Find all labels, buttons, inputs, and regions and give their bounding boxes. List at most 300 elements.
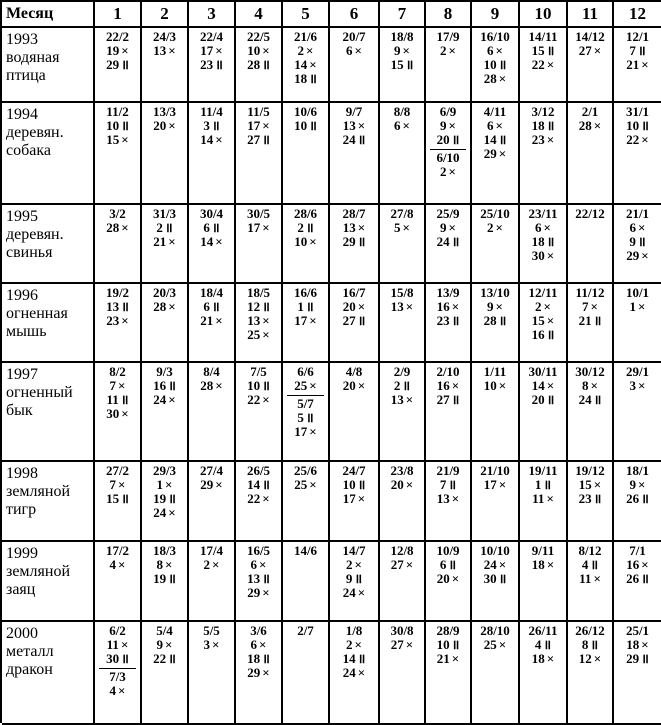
day-entry (568, 652, 612, 666)
day-entry (142, 235, 187, 249)
day-entry (614, 249, 661, 263)
cell-entries (142, 542, 187, 586)
cell-entries (95, 103, 140, 147)
cell-entries (426, 462, 470, 506)
double-bar-mark: ॥ (121, 491, 129, 506)
day-entry (426, 44, 470, 58)
day-entry (426, 379, 470, 393)
entry-value: 3 (629, 378, 637, 393)
month-cell (189, 284, 236, 363)
entry-value: 16 (153, 378, 167, 393)
date-entry (283, 544, 328, 558)
entry-value: 6 (535, 220, 542, 235)
date-entry (189, 207, 234, 221)
date-entry (472, 105, 518, 119)
month-cell (283, 462, 330, 542)
date-entry (472, 464, 518, 478)
entry-value: 25/1 (625, 623, 650, 638)
entry-value: 8 (582, 378, 589, 393)
day-entry (520, 478, 566, 492)
entry-value: 17 (294, 424, 308, 439)
day-entry (330, 586, 378, 600)
month-cell (426, 622, 472, 725)
month-header: 7 (380, 2, 426, 28)
double-bar-mark: ॥ (262, 477, 270, 492)
day-entry (426, 300, 470, 314)
month-cell (95, 622, 142, 725)
double-bar-mark: ॥ (168, 491, 176, 506)
entry-value: 20 (390, 477, 404, 492)
date-entry (426, 544, 470, 558)
day-entry (236, 328, 281, 342)
cross-mark: × (641, 132, 649, 147)
month-header: 1 (95, 2, 142, 28)
entry-value: 9 (394, 43, 401, 58)
day-entry (330, 235, 378, 249)
entry-value: 21 (153, 234, 167, 249)
day-entry (472, 119, 518, 133)
entry-value: 14 (200, 132, 214, 147)
entry-value: 12 (578, 651, 592, 666)
day-entry (614, 133, 661, 147)
cross-mark: × (498, 557, 507, 572)
month-cell (614, 542, 661, 622)
entry-value: 10 (483, 378, 497, 393)
entry-value: 10 (294, 234, 308, 249)
entry-value: 4 (581, 557, 589, 572)
date-entry (380, 464, 424, 478)
day-entry (614, 235, 661, 249)
cell-entries (189, 542, 234, 572)
double-bar-mark: ॥ (637, 43, 646, 58)
cross-mark: × (593, 651, 602, 666)
cross-mark: × (451, 651, 460, 666)
entry-value: 25 (294, 477, 308, 492)
entry-value: 15 (531, 43, 545, 58)
month-cell (236, 284, 283, 363)
entry-value: 6 (250, 637, 258, 652)
entry-value: 22/2 (105, 29, 130, 44)
double-bar-mark: ॥ (546, 392, 555, 407)
date-entry (95, 624, 140, 638)
date-entry (426, 105, 470, 119)
date-entry (236, 365, 281, 379)
date-entry (142, 207, 187, 221)
date-entry (426, 30, 470, 44)
entry-value: 9 (487, 299, 494, 314)
day-entry (520, 235, 566, 249)
day-entry (283, 44, 328, 58)
day-entry (95, 684, 140, 698)
cross-mark: × (120, 637, 129, 652)
cross-mark: × (448, 220, 456, 235)
entry-value: 26/11 (528, 623, 558, 638)
month-header: 3 (189, 2, 236, 28)
day-entry (568, 300, 612, 314)
entry-value: 20 (153, 118, 167, 133)
day-entry (95, 478, 140, 492)
cross-mark: × (546, 248, 555, 263)
cell-entries (568, 284, 612, 328)
entry-value: 25/10 (480, 206, 510, 221)
cross-mark: × (212, 637, 220, 652)
entry-value: 23 (436, 313, 450, 328)
date-entry (568, 30, 612, 44)
entry-value: 16/6 (293, 285, 318, 300)
day-entry (614, 119, 661, 133)
day-entry (520, 558, 566, 572)
day-entry (189, 478, 234, 492)
date-entry (189, 30, 234, 44)
day-entry (426, 165, 470, 179)
cross-mark: × (405, 477, 414, 492)
cell-entries (568, 622, 612, 666)
cross-mark: × (118, 477, 126, 492)
entry-value: 21 (436, 651, 450, 666)
cell-entries (330, 28, 378, 58)
entry-value: 28 (483, 313, 497, 328)
entry-value: 18 (531, 651, 545, 666)
date-entry (330, 286, 378, 300)
cell-entries (614, 363, 661, 393)
double-bar-mark: ॥ (543, 637, 552, 652)
entry-value: 17 (342, 491, 356, 506)
entry-value: 23 (200, 57, 214, 72)
month-cell (283, 542, 330, 622)
month-cell (95, 542, 142, 622)
month-cell (95, 103, 142, 205)
date-entry (568, 624, 612, 638)
cell-entries (330, 622, 378, 680)
month-cell (189, 363, 236, 462)
entry-value: 10 (436, 637, 450, 652)
cross-mark: × (168, 118, 176, 133)
entry-value: 9/11 (531, 543, 555, 558)
cross-mark: × (309, 424, 317, 439)
entry-value: 17 (294, 313, 308, 328)
cross-mark: × (121, 406, 129, 421)
month-cell (472, 205, 520, 284)
double-bar-mark: ॥ (641, 118, 649, 133)
month-cell (142, 542, 189, 622)
entry-value: 15 (106, 132, 120, 147)
cell-entries (426, 363, 470, 407)
date-entry (236, 30, 281, 44)
double-bar-mark: ॥ (357, 477, 366, 492)
cross-mark: × (451, 491, 460, 506)
day-entry (236, 652, 281, 666)
day-entry (614, 572, 661, 586)
day-entry (614, 492, 661, 506)
cell-entries (142, 103, 187, 133)
entry-value: 11/2 (106, 104, 129, 119)
date-entry (426, 151, 470, 165)
entry-value: 16 (531, 327, 545, 342)
entry-value: 4/8 (345, 364, 363, 379)
entry-value: 30 (106, 406, 120, 421)
entry-value: 20 (531, 392, 545, 407)
date-entry (142, 286, 187, 300)
entry-value: 2 (487, 220, 494, 235)
cross-mark: × (638, 378, 646, 393)
double-bar-mark: ॥ (262, 57, 270, 72)
double-bar-mark: ॥ (357, 313, 366, 328)
entry-value: 26 (626, 491, 640, 506)
entry-value: 6 (487, 118, 494, 133)
day-entry (520, 221, 566, 235)
entry-value: 5/4 (156, 623, 173, 638)
entry-value: 25/9 (436, 206, 460, 221)
cell-entries (614, 205, 661, 263)
entry-value: 14/7 (342, 543, 366, 558)
day-entry (520, 393, 566, 407)
month-cell (568, 622, 614, 725)
date-entry (520, 365, 566, 379)
entry-value: 2 (535, 299, 542, 314)
day-entry (568, 638, 612, 652)
entry-value: 22/12 (575, 206, 605, 221)
cross-mark: × (593, 477, 602, 492)
day-entry (568, 119, 612, 133)
month-header: 8 (426, 2, 472, 28)
cross-mark: × (262, 491, 270, 506)
day-entry (520, 44, 566, 58)
day-entry (568, 44, 612, 58)
day-entry (520, 249, 566, 263)
date-entry (520, 544, 566, 558)
day-entry (283, 221, 328, 235)
day-entry (142, 478, 187, 492)
cell-entries (142, 622, 187, 666)
entry-value: 2 (393, 378, 401, 393)
entry-value: 16/10 (480, 29, 510, 44)
cross-mark: × (165, 637, 173, 652)
day-entry (283, 314, 328, 328)
day-entry (380, 478, 424, 492)
day-entry (236, 300, 281, 314)
day-entry (330, 638, 378, 652)
date-entry (283, 464, 328, 478)
entry-value: 14/12 (575, 29, 605, 44)
day-entry (380, 393, 424, 407)
date-entry (380, 624, 424, 638)
day-entry (614, 379, 661, 393)
entry-value: 8 (581, 637, 589, 652)
entry-value: 13 (106, 299, 120, 314)
entry-value: 8/12 (578, 543, 602, 558)
entry-value: 8 (156, 557, 164, 572)
entry-value: 30/5 (246, 206, 271, 221)
cross-mark: × (215, 43, 223, 58)
entry-value: 9 (629, 234, 636, 249)
day-entry (614, 558, 661, 572)
entry-value: 28 (200, 378, 214, 393)
day-entry (236, 572, 281, 586)
day-entry (472, 133, 518, 147)
date-entry (283, 30, 328, 44)
entry-value: 27 (247, 132, 261, 147)
cell-entries (95, 622, 140, 698)
month-cell (568, 363, 614, 462)
year-label: 1999 земляной заяц (2, 542, 95, 622)
entry-value: 7 (439, 477, 447, 492)
year-label: 1994 деревян. собака (2, 103, 95, 205)
entry-value: 25/6 (293, 463, 318, 478)
month-cell (330, 103, 380, 205)
entry-value: 2 (297, 220, 304, 235)
cell-entries (95, 542, 140, 572)
double-bar-mark: ॥ (211, 118, 220, 133)
date-entry (95, 365, 140, 379)
entry-value: 11/5 (247, 104, 270, 119)
entry-value: 21/6 (293, 29, 318, 44)
cross-mark: × (306, 43, 314, 58)
day-entry (283, 300, 328, 314)
cross-mark: × (448, 43, 456, 58)
cell-entries (142, 363, 187, 407)
cross-mark: × (546, 651, 555, 666)
date-entry (330, 30, 378, 44)
day-entry (236, 638, 281, 652)
cell-entries (236, 622, 281, 680)
date-entry (472, 286, 518, 300)
double-bar-mark: ॥ (451, 132, 460, 147)
entry-value: 4 (109, 683, 117, 698)
entry-value: 8/8 (393, 104, 411, 119)
month-header: 5 (283, 2, 330, 28)
month-cell (236, 103, 283, 205)
cross-mark: × (215, 313, 223, 328)
entry-value: 13 (390, 299, 404, 314)
day-entry (330, 492, 378, 506)
double-bar-mark: ॥ (451, 637, 460, 652)
cross-mark: × (262, 665, 270, 680)
entry-value: 14/6 (293, 543, 318, 558)
entry-value: 10 (483, 57, 497, 72)
day-entry (568, 572, 612, 586)
entry-value: 18 (294, 71, 308, 86)
entry-value: 10/6 (293, 104, 318, 119)
cross-mark: × (638, 299, 646, 314)
double-bar-mark: ॥ (357, 234, 366, 249)
day-entry (330, 44, 378, 58)
entry-value: 6 (346, 43, 353, 58)
day-entry (472, 638, 518, 652)
date-entry (95, 544, 140, 558)
entry-value: 13 (390, 392, 404, 407)
entry-value: 13 (342, 118, 356, 133)
entry-value: 7 (629, 43, 636, 58)
entry-value: 18 (247, 651, 261, 666)
entry-value: 2 (156, 220, 163, 235)
entry-value: 7 (582, 299, 589, 314)
double-bar-mark: ॥ (120, 392, 129, 407)
day-entry (568, 492, 612, 506)
date-entry (520, 464, 566, 478)
date-entry (189, 105, 234, 119)
cross-mark: × (357, 378, 366, 393)
cross-mark: × (641, 557, 649, 572)
entry-value: 6/2 (109, 623, 126, 638)
cell-entries (614, 284, 661, 314)
cell-entries (330, 462, 378, 506)
entry-value: 28 (153, 299, 167, 314)
entry-value: 16/7 (342, 285, 366, 300)
cell-entries (142, 284, 187, 314)
date-entry (283, 365, 328, 379)
cell-entries (236, 363, 281, 407)
day-entry (520, 119, 566, 133)
day-entry (189, 58, 234, 72)
day-entry (614, 300, 661, 314)
day-entry (520, 300, 566, 314)
day-entry (568, 558, 612, 572)
entry-value: 28/9 (436, 623, 460, 638)
cell-entries (472, 363, 518, 393)
date-entry (95, 105, 140, 119)
entry-value: 24 (342, 665, 356, 680)
entry-value: 20/7 (342, 29, 366, 44)
entry-value: 15 (106, 491, 120, 506)
entry-value: 29 (247, 585, 261, 600)
day-entry (330, 300, 378, 314)
double-bar-mark: ॥ (498, 132, 507, 147)
double-bar-mark: ॥ (305, 220, 314, 235)
day-entry (472, 314, 518, 328)
month-cell (283, 363, 330, 462)
day-entry (426, 221, 470, 235)
cross-mark: × (215, 132, 223, 147)
day-entry (189, 638, 234, 652)
day-entry (380, 379, 424, 393)
entry-value: 29 (200, 477, 214, 492)
double-bar-mark: ॥ (451, 392, 460, 407)
entry-value: 24 (436, 234, 450, 249)
day-entry (236, 586, 281, 600)
double-bar-mark: ॥ (593, 491, 602, 506)
entry-value: 29 (483, 146, 497, 161)
month-header: 9 (472, 2, 520, 28)
entry-value: 11 (106, 392, 119, 407)
entry-value: 10 (106, 118, 120, 133)
day-entry (472, 221, 518, 235)
cross-mark: × (212, 557, 220, 572)
entry-value: 14 (247, 477, 261, 492)
day-entry (472, 478, 518, 492)
cross-mark: × (259, 557, 267, 572)
entry-value: 2 (346, 557, 353, 572)
day-entry (189, 44, 234, 58)
entry-value: 30 (483, 571, 497, 586)
month-cell (520, 103, 568, 205)
month-cell (142, 28, 189, 103)
cross-mark: × (405, 299, 414, 314)
day-entry (95, 558, 140, 572)
cross-mark: × (165, 477, 173, 492)
day-entry (236, 44, 281, 58)
day-entry (426, 478, 470, 492)
entry-value: 2 (440, 43, 447, 58)
day-entry (236, 119, 281, 133)
date-entry (142, 544, 187, 558)
cross-mark: × (405, 637, 414, 652)
cross-mark: × (168, 505, 176, 520)
month-cell (520, 284, 568, 363)
day-entry (283, 478, 328, 492)
month-cell (472, 28, 520, 103)
double-bar-mark: ॥ (546, 234, 555, 249)
month-cell (236, 462, 283, 542)
